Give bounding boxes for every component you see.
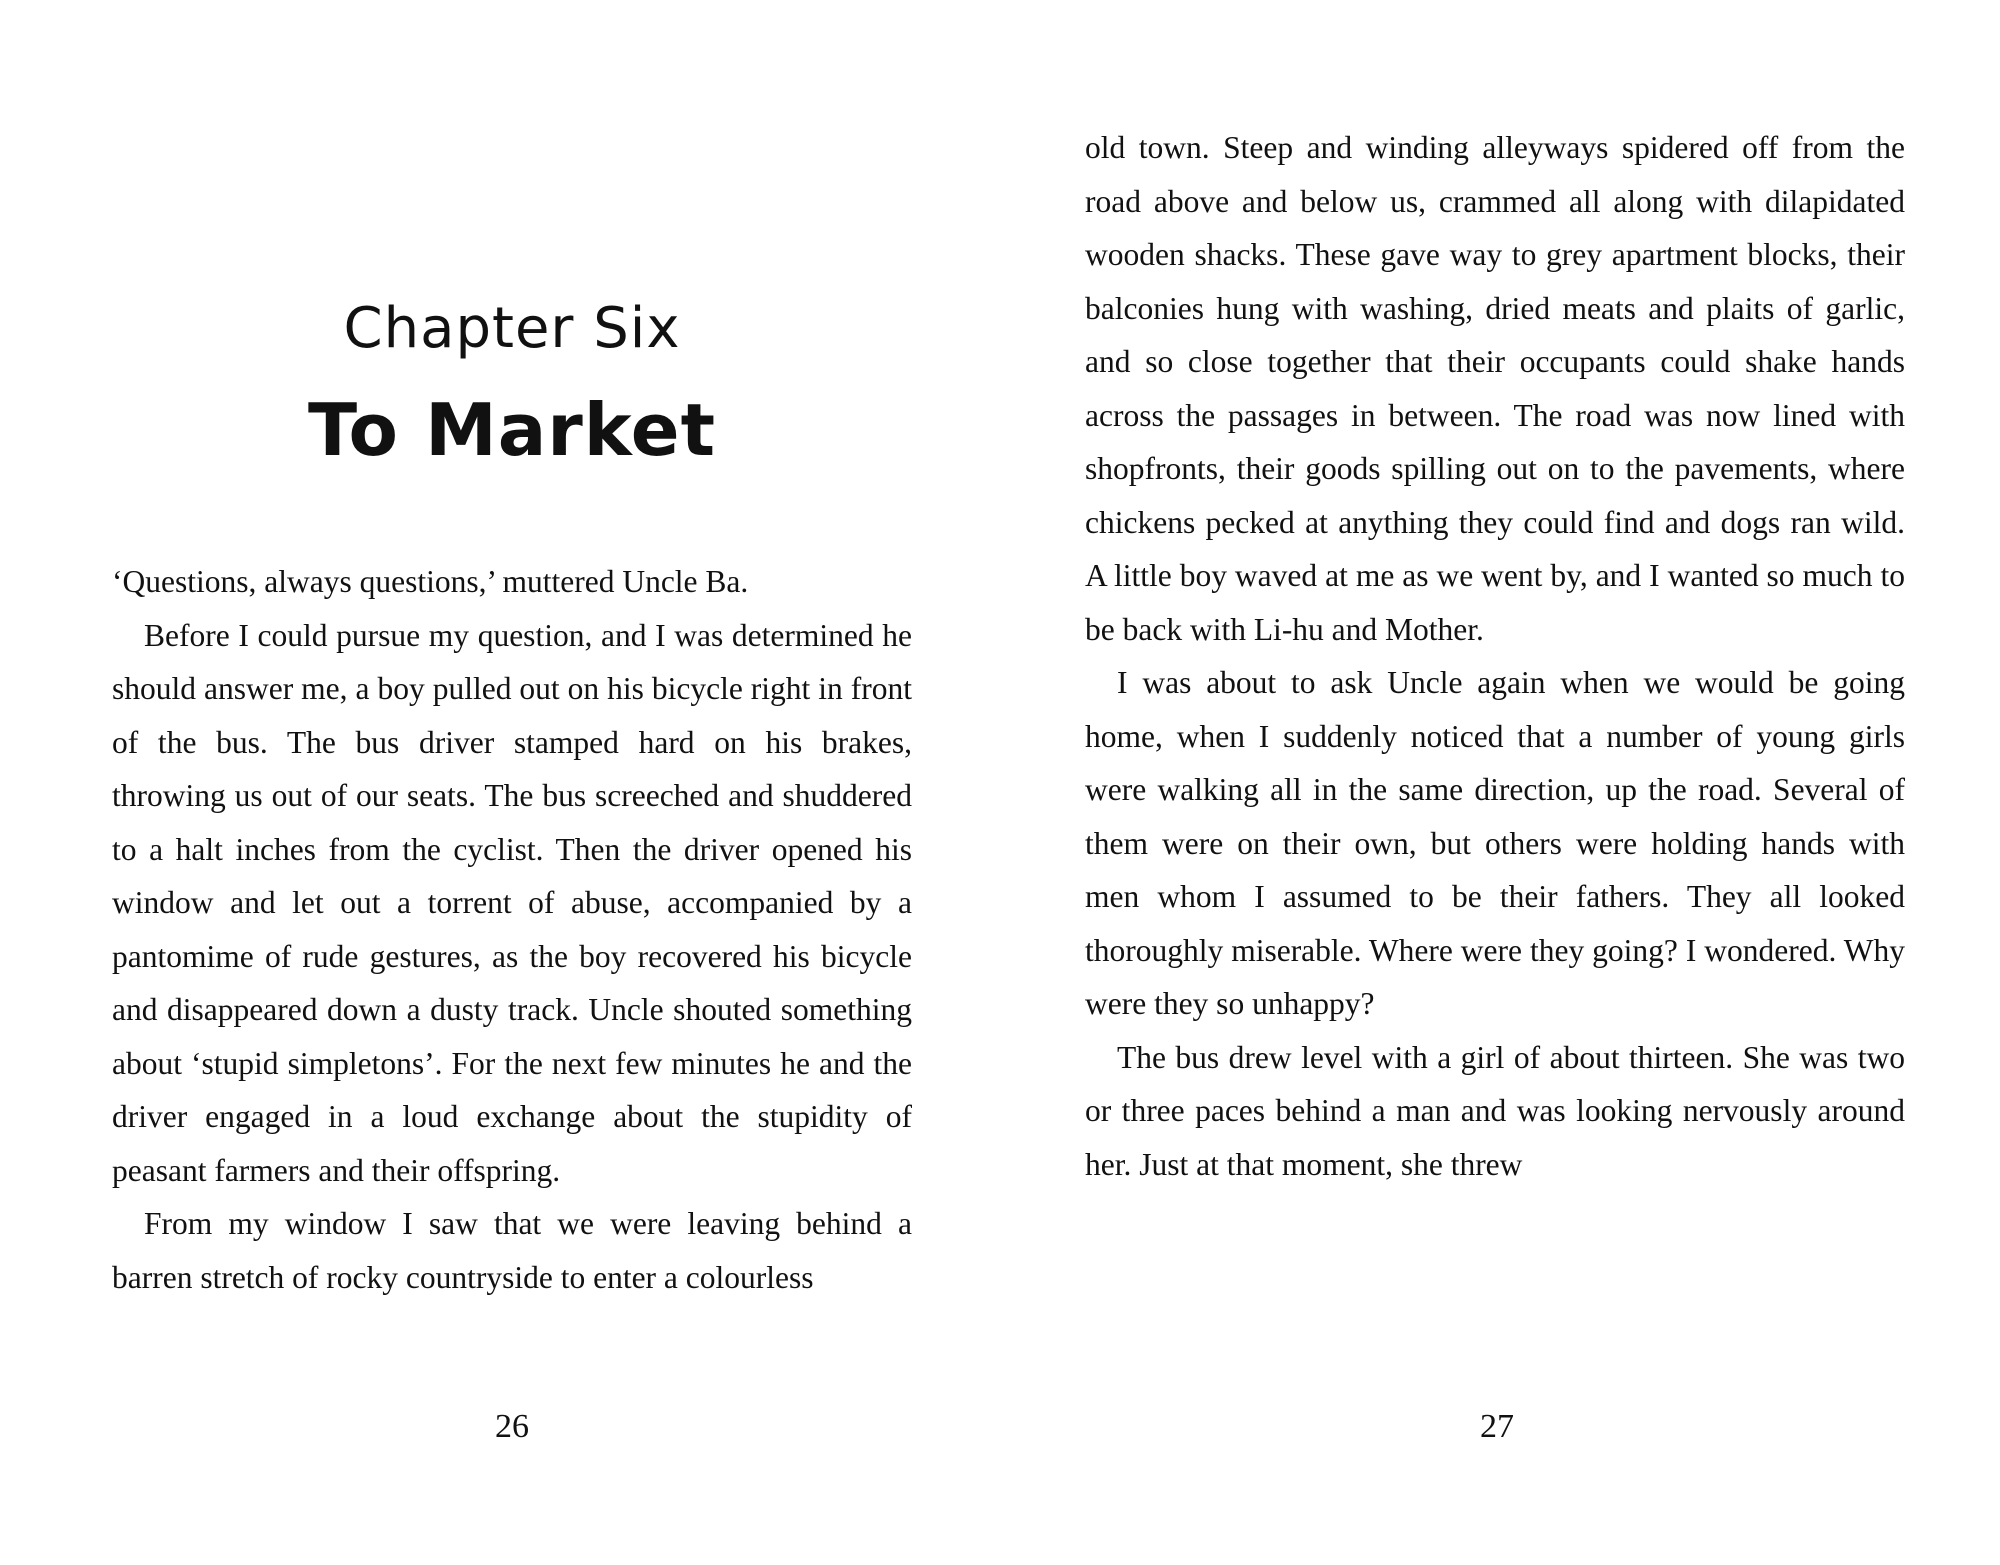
paragraph: I was about to ask Uncle again when we would be going home, when I suddenly noticed that a number of young girls were walking all in the same direction, up the road. Several of them were on their own, but others were holding hands with men whom I assumed to be their fathers. They all looked thoroughly miserable. Where were they going? I wondered. Why were they so unhappy? [1085, 665, 1905, 1021]
paragraph: From my window I saw that we were leaving behind a barren stretch of rocky countryside to enter a colourless [112, 1206, 912, 1295]
paragraph: old town. Steep and winding alleyways spidered off from the road above and below us, crammed all along with dilapidated wooden shacks. These gave way to grey apartment blocks, their balconies hung with washing, dried meats and plaits of garlic, and so close together that their occupants could shake hands across the passages in between. The road was now lined with shopfronts, their goods spilling out on to the pavements, where chickens pecked at anything they could find and dogs ran wild. A little boy waved at me as we went by, and I wanted so much to be back with Li-hu and Mother. [1085, 130, 1905, 647]
left-page-text [112, 555, 912, 1304]
paragraph: ‘Questions, always questions,’ muttered Uncle Ba. [112, 564, 749, 599]
page-number: 26 [495, 1408, 529, 1445]
chapter-title: To Market [307, 388, 717, 472]
paragraph: Before I could pursue my question, and I was determined he should answer me, a boy pulled out on his bicycle right in front of the bus. The bus driver stamped hard on his brakes, throwing us out of our seats. The bus screeched and shuddered to a halt inches from the cyclist. Then the driver opened his window and let out a torrent of abuse, accompanied by a pantomime of rude gestures, as the boy recovered his bicycle and disappeared down a dusty track. Uncle shouted something about ‘stupid simpletons’. For the next few minutes he and the driver engaged in a loud exchange about the stupidity of peasant farmers and their offspring. [112, 617, 912, 1188]
right-page-text [1085, 121, 1905, 1191]
chapter-number: Chapter Six [343, 296, 681, 361]
paragraph: The bus drew level with a girl of about thirteen. She was two or three paces behind a man and was looking nervously around her. Just at that moment, she threw [1085, 1039, 1905, 1182]
right-page [1000, 0, 2000, 1565]
page-number: 27 [1480, 1408, 1514, 1445]
